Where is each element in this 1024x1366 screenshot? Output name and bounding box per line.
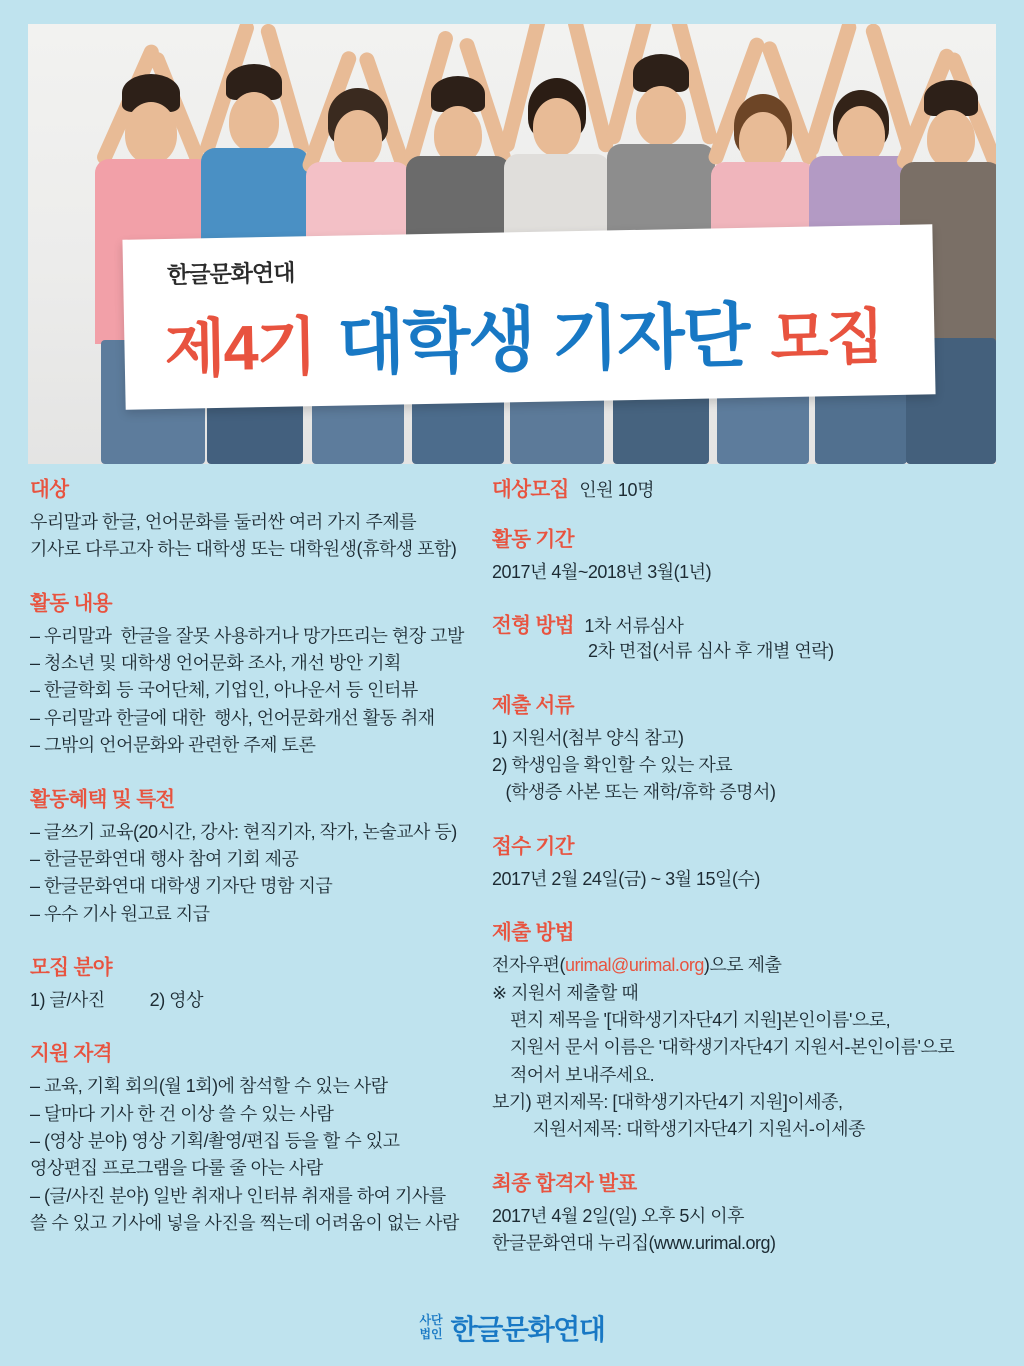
- section-title: 활동 기간: [492, 528, 574, 551]
- recruit-count-value: 인원 10명: [579, 480, 655, 500]
- selection-stage-2: 2차 면접(서류 심사 후 개별 연락): [588, 641, 834, 662]
- section-line: – 한글학회 등 국어단체, 기업인, 아나운서 등 인터뷰: [30, 680, 418, 701]
- section-title: 제출 서류: [492, 693, 574, 717]
- section-line: 한글문화연대 누리집(www.urimal.org): [492, 1233, 776, 1254]
- section-line: 1) 글/사진 2) 영상: [30, 989, 203, 1010]
- email-address[interactable]: urimal@urimal.org: [565, 955, 704, 976]
- section-line: 기사로 다루고자 하는 대학생 또는 대학원생(휴학생 포함): [30, 539, 457, 560]
- section-apply-period: [492, 829, 1002, 893]
- section-line: 쓸 수 있고 기사에 넣을 사진을 찍는데 어려움이 없는 사람: [30, 1213, 459, 1234]
- section-result-announcement: [492, 1166, 1002, 1258]
- section-line: – 교육, 기획 회의(월 1회)에 참석할 수 있는 사람: [30, 1076, 388, 1097]
- section-line: 2017년 4월 2일(일) 오후 5시 이후: [492, 1205, 745, 1226]
- banner-organization: 한글문화연대: [166, 259, 295, 288]
- selection-title-row: [492, 608, 1002, 638]
- section-line: 2017년 4월~2018년 3월(1년): [492, 562, 712, 582]
- section-line: 2) 학생임을 확인할 수 있는 자료: [492, 755, 733, 776]
- section-line: 보기) 편지제목: [대학생기자단4기 지원]이세종,: [492, 1091, 843, 1112]
- section-title: 대상: [30, 478, 69, 501]
- section-line: – 한글문화연대 대학생 기자단 명함 지급: [30, 876, 333, 897]
- banner-main-title: 대학생 기자단: [336, 296, 750, 383]
- submit-email-line: [492, 952, 1002, 979]
- section-line: ※ 지원서 제출할 때: [492, 982, 639, 1003]
- section-line: – 글쓰기 교육(20시간, 강사: 현직기자, 작가, 논술교사 등): [30, 821, 457, 842]
- footer-logo: [419, 1308, 604, 1348]
- section-selection-method: [492, 608, 1002, 665]
- section-title: 제출 방법: [492, 921, 574, 945]
- footer: [0, 1308, 1024, 1348]
- right-column: [492, 472, 1002, 1279]
- section-submit-method: [492, 915, 1002, 1144]
- section-line: 우리말과 한글, 언어문화를 둘러싼 여러 가지 주제를: [30, 512, 417, 532]
- footer-sublabel-line2: 법인: [419, 1327, 443, 1341]
- section-line: 지원서 문서 이름은 '대학생기자단4기 지원서-본인이름'으로: [492, 1037, 955, 1058]
- section-line: – 한글문화연대 행사 참여 기회 제공: [30, 848, 299, 869]
- email-suffix: )으로 제출: [703, 955, 782, 976]
- section-activity-period: [492, 522, 1002, 586]
- selection-stage-1: 1차 서류심사: [584, 616, 684, 637]
- section-title: 활동혜택 및 특전: [30, 787, 175, 811]
- section-title: 전형 방법: [492, 614, 574, 638]
- footer-sublabel-line1: 사단: [419, 1313, 443, 1328]
- section-line: – 달마다 기사 한 건 이상 쓸 수 있는 사람: [30, 1103, 334, 1124]
- footer-organization-name: 한글문화연대: [450, 1314, 605, 1345]
- section-title: 지원 자격: [30, 1042, 112, 1066]
- section-line: 편지 제목을 '[대학생기자단4기 지원]본인이름'으로,: [492, 1009, 891, 1030]
- email-prefix: 전자우편(: [492, 955, 566, 976]
- section-line: – 우수 기사 원고료 지급: [30, 903, 210, 924]
- section-line: – 그밖의 언어문화와 관련한 주제 토론: [30, 735, 316, 756]
- section-line: 2017년 2월 24일(금) ~ 3월 15일(수): [492, 868, 760, 889]
- section-title: 대상모집: [492, 478, 569, 501]
- section-line: 적어서 보내주세요.: [492, 1064, 655, 1085]
- section-recruit-count: [492, 472, 1002, 502]
- section-line: 영상편집 프로그램을 다룰 줄 아는 사람: [30, 1158, 323, 1179]
- banner-title-line: [163, 277, 895, 392]
- section-title: 최종 합격자 발표: [492, 1171, 637, 1195]
- section-title: 활동 내용: [30, 591, 112, 615]
- section-activities: [30, 586, 480, 760]
- section-line: – (영상 분야) 영상 기획/촬영/편집 등을 할 수 있고: [30, 1131, 400, 1152]
- section-line: – (글/사진 분야) 일반 취재나 인터뷰 취재를 하여 기사를: [30, 1185, 446, 1206]
- section-target: [30, 472, 480, 564]
- section-qualifications: [30, 1036, 480, 1237]
- hero-photo: [28, 24, 996, 464]
- section-line: – 우리말과 한글에 대한 행사, 언어문화개선 활동 취재: [30, 707, 435, 728]
- section-title: 모집 분야: [30, 955, 112, 979]
- section-fields: [30, 950, 480, 1014]
- left-column: [30, 472, 480, 1259]
- banner: [122, 224, 935, 410]
- banner-term: 제4기: [163, 312, 316, 385]
- section-line: 1) 지원서(첨부 양식 참고): [492, 727, 684, 748]
- section-line: (학생증 사본 또는 재학/휴학 증명서): [492, 782, 776, 803]
- banner-action: 모집: [769, 303, 883, 373]
- section-line: – 우리말과 한글을 잘못 사용하거나 망가뜨리는 현장 고발: [30, 625, 464, 646]
- section-title: 접수 기간: [492, 834, 574, 858]
- section-documents: [492, 688, 1002, 807]
- section-line: – 청소년 및 대학생 언어문화 조사, 개선 방안 기획: [30, 653, 401, 674]
- section-benefits: [30, 782, 480, 928]
- footer-sublabel: [419, 1314, 442, 1342]
- section-line: 지원서제목: 대학생기자단4기 지원서-이세종: [492, 1119, 866, 1140]
